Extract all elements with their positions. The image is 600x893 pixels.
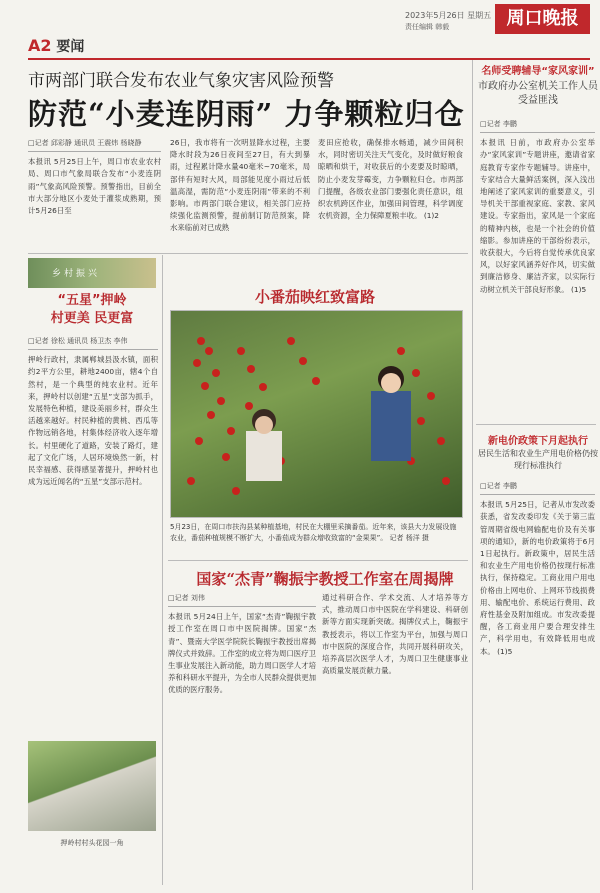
jieqing-text-1: 本报讯 5月24日上午，国家“杰青”鞠振宇教授工作室在周口市中医院揭牌。国家“杰青”、暨南大学医学院院长鞠振宇教授出席揭牌仪式并致辞。工作室的成立将为周口医疗卫生事业发展注入新动能，助力周口医学人才培养和科研水平提升，为全市人民群众提供更加优质的医疗服务。 (168, 612, 316, 695)
right-top-article (480, 118, 595, 418)
wuxing-byline: □记者 徐松 通讯员 杨卫杰 李伟 (28, 335, 158, 350)
tomato-caption: 5月23日，在周口市扶沟县某种植基地，村民在大棚里采摘番茄。近年来，该县大力发展设施农业，番茄种植规模不断扩大，小番茄成为群众增收致富的“金果果”。 记者 杨洋 摄 (170, 523, 457, 542)
right-bottom-byline: □记者 李鹏 (480, 480, 595, 495)
wuxing-article (28, 335, 158, 735)
divider (168, 560, 468, 561)
lead-col-1 (28, 137, 161, 247)
issue-date: 2023年5月26日 星期五 (405, 11, 492, 20)
header-rule (28, 58, 590, 60)
column-divider (162, 255, 163, 885)
tomato-greenhouse-photo (170, 310, 463, 518)
section-label: A2 要闻 (28, 36, 85, 55)
right-bottom-body: 本报讯 5月25日，记者从市发改委获悉，省发改委印发《关于第三监管周期省级电网输配电价及有关事项的通知》，新的电价政策将于6月1日起执行。新政策中，居民生活和农业生产用电价格仍按现行标准执行，保持稳定。工商业用户用电价格由上网电价、上网环节线损费用、输配电价、系统运行费用、政府性基金及附加组成。市发改委提醒，各工商业用户要合理安排生产，科学用电，有效降低用电成本。 (1)5 (480, 500, 595, 656)
right-top-subtitle: 市政府办公室机关工作人员受益匪浅 (478, 81, 598, 106)
lead-text-1: 本报讯 5月25日上午，周口市农业农村局、周口市气象局联合发布“小麦连阴雨”气象高风险预警。预警指出，目前全市大部分地区小麦处于灌浆成熟期，预计5月26日至 (28, 157, 161, 216)
right-top-byline: □记者 李鹏 (480, 118, 595, 133)
lead-col-2: 26日，我市将有一次明显降水过程，主要降水时段为26日夜间至27日，有大到暴雨，过程累计降水量40毫米~70毫米，局部伴有短时大风，局部能见度小雨过后低温高湿，需防范“小麦连阴雨”带来的不利影响。市两部门联合建议，相关部门应持续强化监测预警，提前制订防范预案，降水来临前对已成熟 (170, 138, 310, 233)
lead-byline: □记者 邱彩静 通讯员 王震炜 杨晓静 (28, 137, 161, 152)
divider (28, 253, 468, 254)
right-top-title: 名师受聘辅导“家风家训” (481, 66, 595, 77)
column-divider (472, 60, 473, 890)
jieqing-col-2: 通过科研合作、学术交流、人才培养等方式，推动周口市中医院在学科建设、科研创新等方面实现新突破。揭牌仪式上，鞠振宇教授表示，将以工作室为平台，加强与周口市中医院的深度合作，共同开展科研攻关，培养高层次医学人才，为周口卫生健康事业高质量发展贡献力量。 (322, 593, 468, 676)
right-bottom-title: 新电价政策下月起执行 (488, 436, 588, 447)
lead-headline: 防范“小麦连阴雨” 力争颗粒归仓 (28, 97, 465, 131)
right-bottom-subtitle: 居民生活和农业生产用电价格仍按现行标准执行 (478, 449, 598, 470)
jieqing-byline: □记者 刘伟 (168, 592, 316, 607)
village-photo-caption: 押岭村村头花园一角 (60, 839, 124, 847)
jieqing-title: 国家“杰青”鞠振宇教授工作室在周揭牌 (196, 570, 454, 588)
right-top-body: 本报讯 日前，市政府办公室举办“家风家训”专题讲座，邀请省家庭教育专家作专题辅导。讲座中，专家结合大量鲜活案例，深入浅出地阐述了家风家训的重要意义，引导机关干部重视家庭、家教、家风建设。专家指出，家风是一个家庭的精神内核，也是一个社会的价值缩影。参加讲座的干部纷纷表示，收获很大，今后将自觉传承优良家风，以好家风涵养好作风，切实做到廉洁修身、廉洁齐家，以实际行动树立机关干部良好形象。 (1)5 (480, 138, 595, 294)
tomato-title: 小番茄映红致富路 (254, 288, 375, 306)
jieqing-col-1 (168, 592, 316, 882)
rural-photo-banner: 乡村振兴 (28, 258, 156, 288)
editors: 责任编辑 韩毅 (405, 23, 450, 31)
wuxing-title: “五星”押岭 村更美 民更富 (50, 293, 134, 326)
page-header (0, 0, 600, 58)
newspaper-logo: 周口晚报 (495, 4, 590, 34)
right-bottom-article (480, 480, 595, 885)
lead-col-3: 麦田应抢收，确保排水畅通，减少田间积水，同时密切关注天气变化，及时做好粮食晾晒和烘干，对收获后的小麦要及时晾晒，防止小麦发芽霉变，力争颗粒归仓。市两部门提醒，各级农业部门要强化责任意识，组织农机跨区作业，加强田间管理，科学调度农机资源，全力保障夏粮丰收。 (1)2 (318, 138, 463, 221)
village-garden-photo (28, 741, 156, 831)
divider (476, 424, 596, 425)
lead-kicker: 市两部门联合发布农业气象灾害风险预警 (28, 71, 334, 91)
wuxing-body: 押岭行政村，隶属郸城县汲水镇，面积约2平方公里，耕地2400亩，辖4个自然村，是一个典型的纯农业村。近年来，押岭村以创建“五星”支部为抓手，发展特色种植，建设美丽乡村，群众生活越来越好。村民种植的黄桃、西瓜等作物远销各地，村集体经济收入逐年增长。村里硬化了道路，安装了路灯，建起了文化广场，人居环境焕然一新，村民幸福感、获得感显著提升，押岭村也成为远近闻名的“五星”支部示范村。 (28, 355, 158, 487)
